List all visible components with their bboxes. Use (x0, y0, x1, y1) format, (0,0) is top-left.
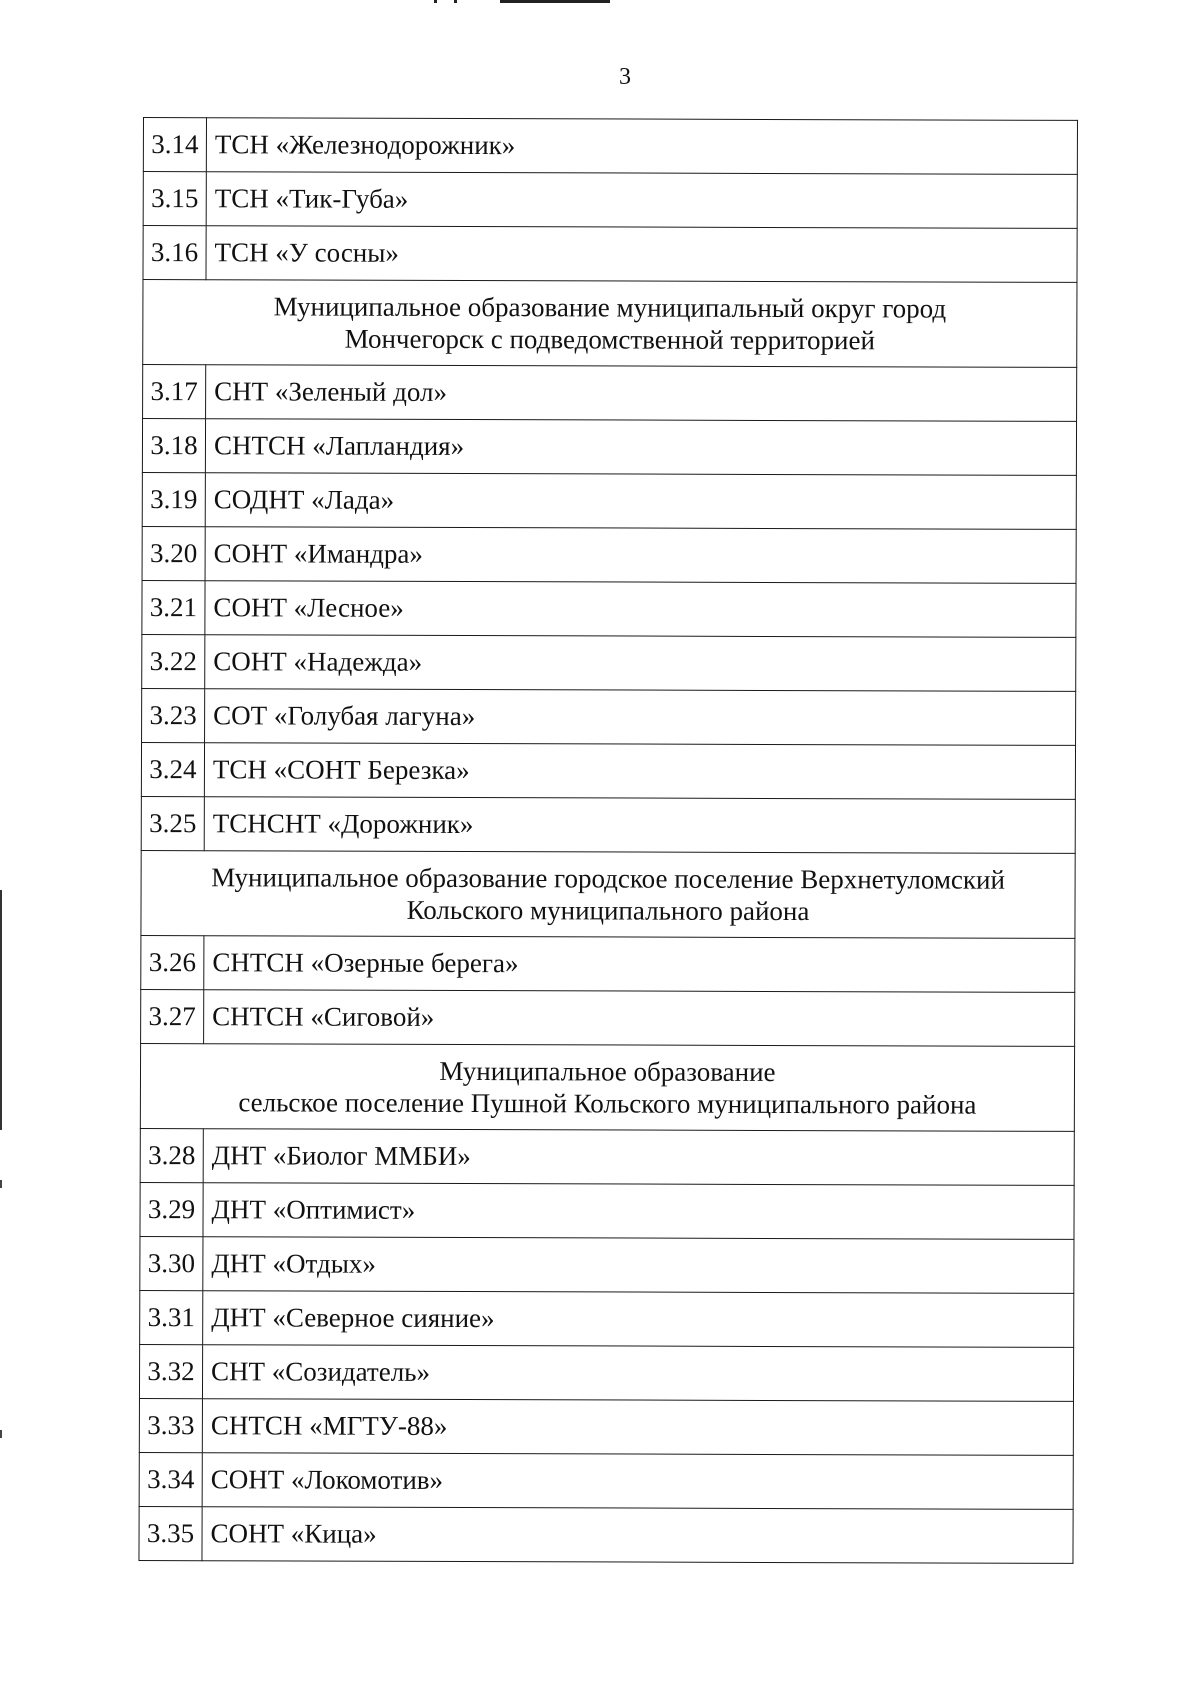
table-row (139, 1506, 1073, 1563)
table-body (139, 118, 1078, 1564)
table-row (141, 989, 1075, 1046)
item-number: 3.24 (141, 742, 204, 796)
scan-dot (0, 1430, 2, 1438)
organization-name: СОТ «Голубая лагуна» (205, 689, 1076, 746)
organization-name: ДНТ «Биолог ММБИ» (203, 1129, 1074, 1186)
item-number: 3.26 (141, 935, 204, 989)
section-header-cell (143, 280, 1077, 368)
table-row (143, 172, 1077, 229)
organization-name: ДНТ «Оптимист» (203, 1183, 1074, 1240)
organization-name: ТСН «У сосны» (206, 226, 1077, 283)
organization-name: ТСН «Железнодорожник» (206, 118, 1077, 175)
organization-name: СНТ «Созидатель» (202, 1345, 1073, 1402)
organization-name: СОНТ «Имандра» (205, 527, 1076, 584)
section-header-line: Кольского муниципального района (406, 894, 810, 927)
table-row (142, 580, 1076, 637)
item-number: 3.29 (140, 1182, 203, 1236)
item-number: 3.27 (141, 989, 204, 1043)
section-header-line: Муниципальное образование городское поселение Верхнетуломский (211, 862, 1006, 895)
item-number: 3.25 (141, 796, 204, 850)
table-row (141, 742, 1075, 799)
table-row (143, 118, 1077, 175)
page-number: 3 (619, 64, 631, 90)
table-row (140, 1128, 1074, 1185)
table-row (142, 688, 1076, 745)
section-header-cell (141, 850, 1075, 938)
organization-name: СНТСН «Озерные берега» (204, 936, 1075, 993)
item-number: 3.32 (139, 1344, 202, 1398)
table-row (139, 1452, 1073, 1509)
item-number: 3.15 (143, 172, 206, 226)
organization-name: ТСНСНТ «Дорожник» (204, 797, 1075, 854)
table-row (142, 526, 1076, 583)
item-number: 3.35 (139, 1506, 202, 1560)
organization-name: ДНТ «Северное сияние» (203, 1291, 1074, 1348)
table-row (140, 1182, 1074, 1239)
organization-name: СОНТ «Лесное» (205, 581, 1076, 638)
section-header-line: Муниципальное образование (439, 1055, 776, 1087)
table-row (143, 365, 1077, 422)
organization-name: СНТСН «МГТУ-88» (202, 1399, 1073, 1456)
organization-name: СНТСН «Лапландия» (205, 419, 1076, 476)
section-header-line: Муниципальное образование муниципальный округ город (273, 291, 947, 324)
table-row (142, 419, 1076, 476)
item-number: 3.16 (143, 226, 206, 280)
organization-name: СОНТ «Локомотив» (202, 1453, 1073, 1510)
organization-name: СОНТ «Кица» (202, 1507, 1073, 1564)
organization-name: ДНТ «Отдых» (203, 1237, 1074, 1294)
item-number: 3.21 (142, 580, 205, 634)
item-number: 3.34 (139, 1452, 202, 1506)
organizations-table (138, 117, 1078, 1564)
item-number: 3.20 (142, 526, 205, 580)
scan-edge-left (0, 890, 2, 1130)
section-header-row (141, 850, 1075, 938)
section-header-row (143, 280, 1077, 368)
item-number: 3.22 (142, 634, 205, 688)
table-row (139, 1344, 1073, 1401)
item-number: 3.14 (143, 118, 206, 172)
section-header-line: Мончегорск с подведомственной территорией (344, 323, 875, 356)
table-row (140, 1290, 1074, 1347)
organization-name: ТСН «Тик-Губа» (206, 172, 1077, 229)
organization-name: СОНТ «Надежда» (205, 635, 1076, 692)
section-header-line: сельское поселение Пушной Кольского муниципального района (238, 1087, 977, 1120)
section-header-row (140, 1043, 1074, 1131)
table-row (141, 796, 1075, 853)
table-row (142, 472, 1076, 529)
item-number: 3.28 (140, 1128, 203, 1182)
item-number: 3.19 (142, 472, 205, 526)
item-number: 3.31 (140, 1290, 203, 1344)
item-number: 3.17 (143, 365, 206, 419)
organization-name: ТСН «СОНТ Березка» (204, 743, 1075, 800)
item-number: 3.23 (142, 688, 205, 742)
table-row (143, 226, 1077, 283)
table-row (141, 935, 1075, 992)
item-number: 3.18 (142, 419, 205, 473)
scan-dot (0, 1180, 2, 1188)
organization-name: СНТ «Зеленый дол» (206, 365, 1077, 422)
scan-artifact-top (500, 0, 610, 3)
table-row (139, 1398, 1073, 1455)
table-row (142, 634, 1076, 691)
item-number: 3.33 (139, 1398, 202, 1452)
item-number: 3.30 (140, 1236, 203, 1290)
section-header-cell (140, 1043, 1074, 1131)
organization-name: СНТСН «Сиговой» (204, 990, 1075, 1047)
table-row (140, 1236, 1074, 1293)
organization-name: СОДНТ «Лада» (205, 473, 1076, 530)
